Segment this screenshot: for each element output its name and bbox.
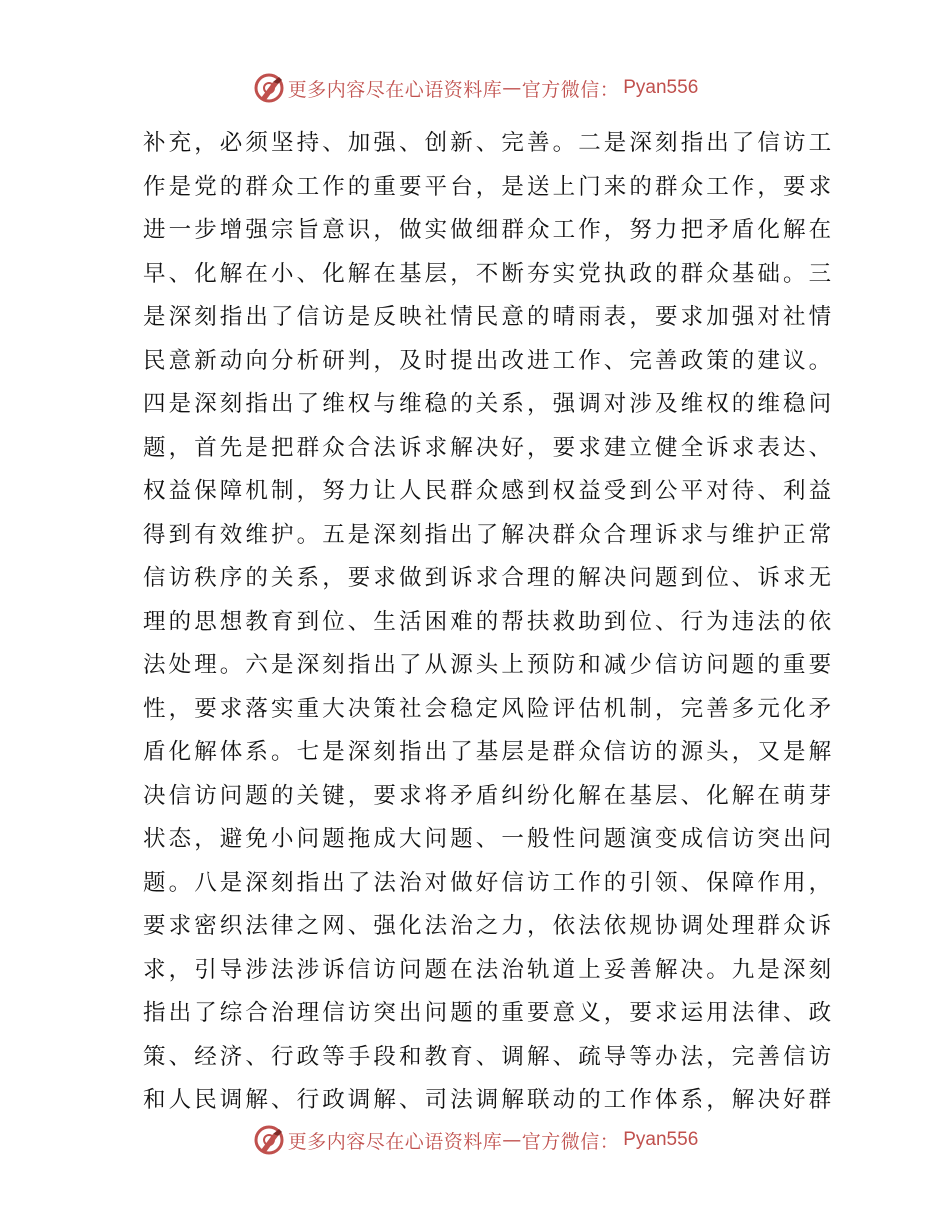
banner-separator: — xyxy=(502,1129,522,1151)
text-line: 得到有效维护。五是深刻指出了解决群众合理诉求与维护正常 xyxy=(143,521,835,548)
banner-separator: — xyxy=(502,77,522,99)
banner-wechat-label: 官方微信： xyxy=(521,1130,620,1153)
footer-banner xyxy=(0,1120,950,1160)
banner-wechat-account: Pyan556 xyxy=(623,77,699,98)
text-line: 补充，必须坚持、加强、创新、完善。二是深刻指出了信访工 xyxy=(143,130,835,156)
header-banner xyxy=(0,68,950,108)
text-line: 民意新动向分析研判，及时提出改进工作、完善政策的建议。 xyxy=(143,347,835,374)
text-line: 性，要求落实重大决策社会稳定风险评估机制，完善多元化矛 xyxy=(143,695,835,722)
text-line: 早、化解在小、化解在基层，不断夯实党执政的群众基础。三 xyxy=(143,260,835,287)
body-paragraph xyxy=(143,122,835,1123)
banner-wechat-account: Pyan556 xyxy=(623,1129,699,1150)
text-line: 状态，避免小问题拖成大问题、一般性问题演变成信访突出问 xyxy=(143,826,835,852)
text-line: 指出了综合治理信访突出问题的重要意义，要求运用法律、政 xyxy=(143,1000,835,1026)
pen-nib-logo-icon xyxy=(252,1123,286,1157)
text-line: 要求密织法律之网、强化法治之力，依法依规协调处理群众诉 xyxy=(143,913,835,939)
text-line: 理的思想教育到位、生活困难的帮扶救助到位、行为违法的依 xyxy=(143,608,835,635)
text-line: 信访秩序的关系，要求做到诉求合理的解决问题到位、诉求无 xyxy=(143,565,835,591)
text-line: 法处理。六是深刻指出了从源头上预防和减少信访问题的重要 xyxy=(143,652,835,678)
text-line: 进一步增强宗旨意识，做实做细群众工作，努力把矛盾化解在 xyxy=(143,217,835,243)
text-line: 四是深刻指出了维权与维稳的关系，强调对涉及维权的维稳问 xyxy=(143,391,835,417)
pen-nib-logo-icon xyxy=(252,71,286,105)
banner-main-text: 更多内容尽在心语资料库 xyxy=(287,1130,503,1153)
text-line: 求，引导涉法涉诉信访问题在法治轨道上妥善解决。九是深刻 xyxy=(143,956,835,983)
text-line: 盾化解体系。七是深刻指出了基层是群众信访的源头，又是解 xyxy=(143,739,835,765)
text-line: 策、经济、行政等手段和教育、调解、疏导等办法，完善信访 xyxy=(143,1043,835,1070)
banner-main-text: 更多内容尽在心语资料库 xyxy=(287,78,503,101)
text-line: 权益保障机制，努力让人民群众感到权益受到公平对待、利益 xyxy=(143,478,835,504)
text-line: 决信访问题的关键，要求将矛盾纠纷化解在基层、化解在萌芽 xyxy=(143,782,835,809)
text-line: 作是党的群众工作的重要平台，是送上门来的群众工作，要求 xyxy=(143,173,835,200)
text-line: 题，首先是把群众合法诉求解决好，要求建立健全诉求表达、 xyxy=(143,434,835,461)
text-line: 题。八是深刻指出了法治对做好信访工作的引领、保障作用， xyxy=(143,869,835,896)
banner-wechat-label: 官方微信： xyxy=(521,78,620,101)
text-line: 和人民调解、行政调解、司法调解联动的工作体系，解决好群 xyxy=(143,1087,835,1113)
text-line: 是深刻指出了信访是反映社情民意的晴雨表，要求加强对社情 xyxy=(143,304,835,330)
